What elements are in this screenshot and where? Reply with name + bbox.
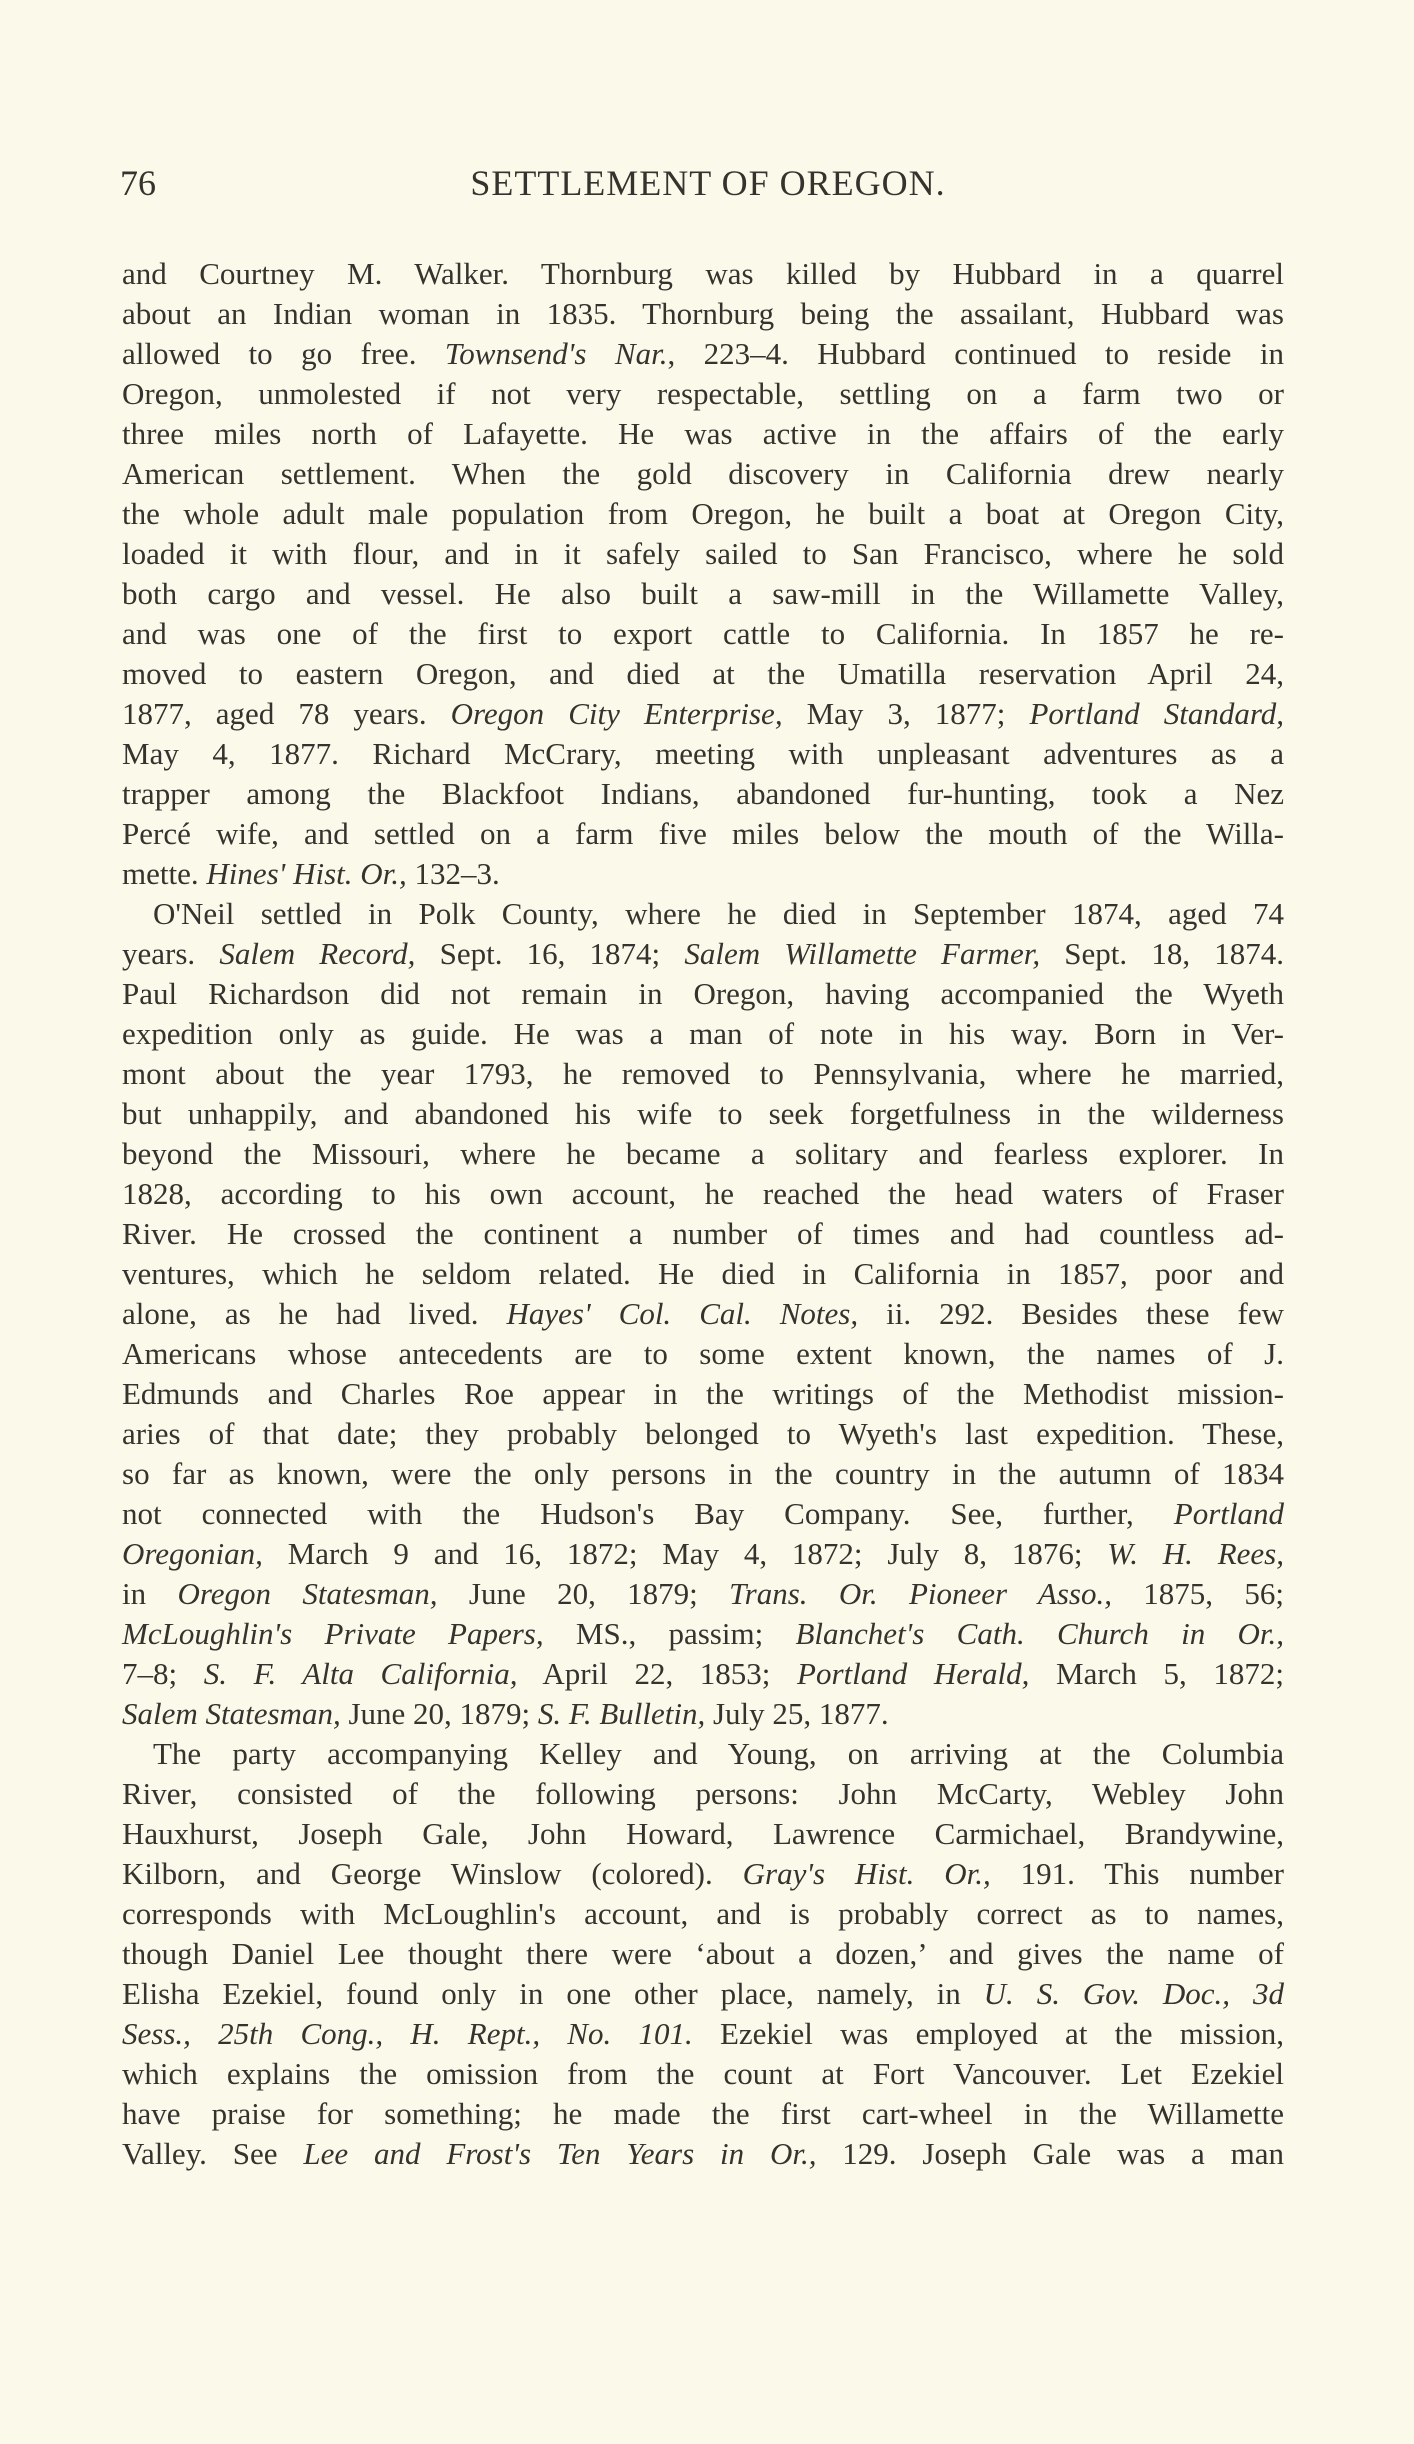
citation-italic: Oregon Statesman,	[177, 1576, 438, 1611]
citation-italic: Gray's Hist. Or.,	[742, 1856, 991, 1891]
citation-italic: Oregonian,	[122, 1536, 263, 1571]
text-line	[122, 814, 1284, 854]
citation-italic: Salem Statesman,	[122, 1696, 341, 1731]
text-run: mette.	[122, 856, 207, 891]
text-run: MS., passim;	[543, 1616, 796, 1651]
text-run: have praise for something; he made the first cart-wheel in the Willamette	[122, 2096, 1284, 2131]
citation-italic: Blanchet's Cath. Church in Or.,	[795, 1616, 1285, 1651]
text-run: moved to eastern Oregon, and died at the Umatilla reservation April 24,	[122, 656, 1284, 691]
text-line	[122, 1534, 1284, 1574]
text-run: and Courtney M. Walker. Thornburg was killed by Hubbard in a quarrel	[122, 256, 1284, 291]
citation-italic: Lee and Frost's Ten Years in Or.,	[303, 2136, 817, 2171]
running-head	[0, 162, 1414, 204]
text-line	[122, 2094, 1284, 2134]
text-run: Sept. 16, 1874;	[415, 936, 685, 971]
text-line	[122, 334, 1284, 374]
text-line	[122, 1014, 1284, 1054]
text-run: aries of that date; they probably belonged to Wyeth's last expedition. These,	[122, 1416, 1284, 1451]
text-run: American settlement. When the gold discovery in California drew nearly	[122, 456, 1284, 491]
text-run: June 20, 1879;	[340, 1696, 538, 1731]
text-line	[122, 1494, 1284, 1534]
citation-italic: Hines' Hist. Or.,	[206, 856, 407, 891]
text-run: Valley. See	[122, 2136, 304, 2171]
text-line	[122, 1094, 1284, 1134]
text-line	[122, 1614, 1284, 1654]
text-run: Sept. 18, 1874.	[1040, 936, 1284, 971]
text-line	[122, 414, 1284, 454]
text-line	[122, 854, 1284, 894]
text-line	[122, 374, 1284, 414]
text-line	[122, 774, 1284, 814]
text-run: O'Neil settled in Polk County, where he died in September 1874, aged 74	[153, 896, 1284, 931]
citation-italic: Salem Record,	[219, 936, 416, 971]
text-line	[122, 1254, 1284, 1294]
text-line	[122, 494, 1284, 534]
text-line	[122, 1214, 1284, 1254]
text-line	[122, 294, 1284, 334]
text-line	[122, 654, 1284, 694]
text-run: allowed to go free.	[122, 336, 445, 371]
text-line	[122, 1854, 1284, 1894]
text-line	[122, 1814, 1284, 1854]
body-text	[122, 254, 1284, 2174]
text-line	[122, 1414, 1284, 1454]
text-line	[122, 894, 1284, 934]
citation-italic: Portland Herald,	[797, 1656, 1030, 1691]
text-line	[122, 734, 1284, 774]
text-line	[122, 1134, 1284, 1174]
text-run: 1875, 56;	[1111, 1576, 1285, 1611]
text-line	[122, 614, 1284, 654]
text-run: Ezekiel was employed at the mission,	[692, 2016, 1284, 2051]
text-run: beyond the Missouri, where he became a solitary and fearless explorer. In	[122, 1136, 1284, 1171]
citation-italic: Portland	[1173, 1496, 1284, 1531]
citation-italic: Portland Standard,	[1029, 696, 1284, 731]
text-run: trapper among the Blackfoot Indians, abandoned fur-hunting, took a Nez	[122, 776, 1284, 811]
text-line	[122, 254, 1284, 294]
text-run: loaded it with flour, and in it safely sailed to San Francisco, where he sold	[122, 536, 1284, 571]
text-run: Paul Richardson did not remain in Oregon, having accompanied the Wyeth	[122, 976, 1284, 1011]
text-run: 1828, according to his own account, he reached the head waters of Fraser	[122, 1176, 1284, 1211]
text-run: Hauxhurst, Joseph Gale, John Howard, Lawrence Carmichael, Brandywine,	[122, 1816, 1284, 1851]
text-run: though Daniel Lee thought there were ‘about a dozen,’ and gives the name of	[122, 1936, 1284, 1971]
text-line	[122, 534, 1284, 574]
text-run: the whole adult male population from Oregon, he built a boat at Oregon City,	[122, 496, 1284, 531]
text-run: 129. Joseph Gale was a man	[816, 2136, 1285, 2171]
text-line	[122, 1054, 1284, 1094]
text-line	[122, 454, 1284, 494]
text-line	[122, 1974, 1284, 2014]
citation-italic: S. F. Bulletin,	[537, 1696, 706, 1731]
text-line	[122, 1894, 1284, 1934]
text-run: March 9 and 16, 1872; May 4, 1872; July 8, 1876;	[262, 1536, 1108, 1571]
text-line	[122, 2014, 1284, 2054]
text-line	[122, 1694, 1284, 1734]
page-number: 76	[120, 163, 156, 203]
text-line	[122, 1294, 1284, 1334]
text-run: March 5, 1872;	[1029, 1656, 1284, 1691]
text-run: The party accompanying Kelley and Young, on arriving at the Columbia	[153, 1736, 1284, 1771]
text-line	[122, 1654, 1284, 1694]
text-run: both cargo and vessel. He also built a saw-mill in the Willamette Valley,	[122, 576, 1284, 611]
text-line	[122, 694, 1284, 734]
text-run: May 3, 1877;	[782, 696, 1030, 731]
text-run: June 20, 1879;	[437, 1576, 730, 1611]
text-run: not connected with the Hudson's Bay Company. See, further,	[122, 1496, 1174, 1531]
text-run: ventures, which he seldom related. He died in California in 1857, poor and	[122, 1256, 1284, 1291]
text-line	[122, 2134, 1284, 2174]
text-run: , 223–4. Hubbard continued to reside in	[667, 336, 1284, 371]
text-line	[122, 1934, 1284, 1974]
text-line	[122, 1454, 1284, 1494]
text-line	[122, 974, 1284, 1014]
text-run: May 4, 1877. Richard McCrary, meeting with unpleasant adventures as a	[122, 736, 1284, 771]
text-run: Elisha Ezekiel, found only in one other place, namely, in	[122, 1976, 984, 2011]
text-run: mont about the year 1793, he removed to Pennsylvania, where he married,	[122, 1056, 1284, 1091]
text-run: about an Indian woman in 1835. Thornburg being the assailant, Hubbard was	[122, 296, 1284, 331]
text-line	[122, 1334, 1284, 1374]
text-run: July 25, 1877.	[705, 1696, 889, 1731]
text-run: expedition only as guide. He was a man of note in his way. Born in Ver-	[122, 1016, 1284, 1051]
text-run: years.	[122, 936, 220, 971]
citation-italic: Salem Willamette Farmer,	[684, 936, 1041, 971]
citation-italic: Townsend's Nar.	[444, 336, 668, 371]
citation-italic: Trans. Or. Pioneer Asso.,	[729, 1576, 1112, 1611]
text-run: corresponds with McLoughlin's account, and is probably correct as to names,	[122, 1896, 1284, 1931]
text-run: three miles north of Lafayette. He was active in the affairs of the early	[122, 416, 1284, 451]
text-line	[122, 574, 1284, 614]
text-run: alone, as he had lived.	[122, 1296, 507, 1331]
text-run: 132–3.	[406, 856, 500, 891]
text-run: River, consisted of the following persons: John McCarty, Webley John	[122, 1776, 1284, 1811]
text-run: Kilborn, and George Winslow (colored).	[122, 1856, 743, 1891]
text-run: Edmunds and Charles Roe appear in the writings of the Methodist mission-	[122, 1376, 1284, 1411]
text-run: but unhappily, and abandoned his wife to seek forgetfulness in the wilderness	[122, 1096, 1284, 1131]
text-run: so far as known, were the only persons in the country in the autumn of 1834	[122, 1456, 1284, 1491]
text-run: and was one of the first to export cattle to California. In 1857 he re-	[122, 616, 1284, 651]
citation-italic: Sess., 25th Cong., H. Rept., No. 101.	[122, 2016, 693, 2051]
text-run: Americans whose antecedents are to some extent known, the names of J.	[122, 1336, 1284, 1371]
text-line	[122, 1574, 1284, 1614]
citation-italic: U. S. Gov. Doc., 3d	[983, 1976, 1284, 2011]
citation-italic: W. H. Rees,	[1107, 1536, 1284, 1571]
text-run: 7–8;	[122, 1656, 204, 1691]
running-title: SETTLEMENT OF OREGON.	[470, 163, 946, 203]
citation-italic: Hayes' Col. Cal. Notes,	[506, 1296, 859, 1331]
text-run: 1877, aged 78 years.	[122, 696, 451, 731]
text-line	[122, 1734, 1284, 1774]
text-run: which explains the omission from the count at Fort Vancouver. Let Ezekiel	[122, 2056, 1284, 2091]
text-line	[122, 2054, 1284, 2094]
citation-italic: S. F. Alta California,	[203, 1656, 518, 1691]
citation-italic: McLoughlin's Private Papers,	[122, 1616, 544, 1651]
text-run: 191. This number	[990, 1856, 1284, 1891]
text-line	[122, 1374, 1284, 1414]
text-run: River. He crossed the continent a number of times and had countless ad-	[122, 1216, 1284, 1251]
text-line	[122, 1774, 1284, 1814]
text-run: Percé wife, and settled on a farm five miles below the mouth of the Willa-	[122, 816, 1284, 851]
text-run: Oregon, unmolested if not very respectable, settling on a farm two or	[122, 376, 1284, 411]
text-line	[122, 934, 1284, 974]
text-run: ii. 292. Besides these few	[858, 1296, 1284, 1331]
citation-italic: Oregon City Enterprise,	[450, 696, 783, 731]
text-run: in	[122, 1576, 178, 1611]
text-run: April 22, 1853;	[517, 1656, 798, 1691]
text-line	[122, 1174, 1284, 1214]
